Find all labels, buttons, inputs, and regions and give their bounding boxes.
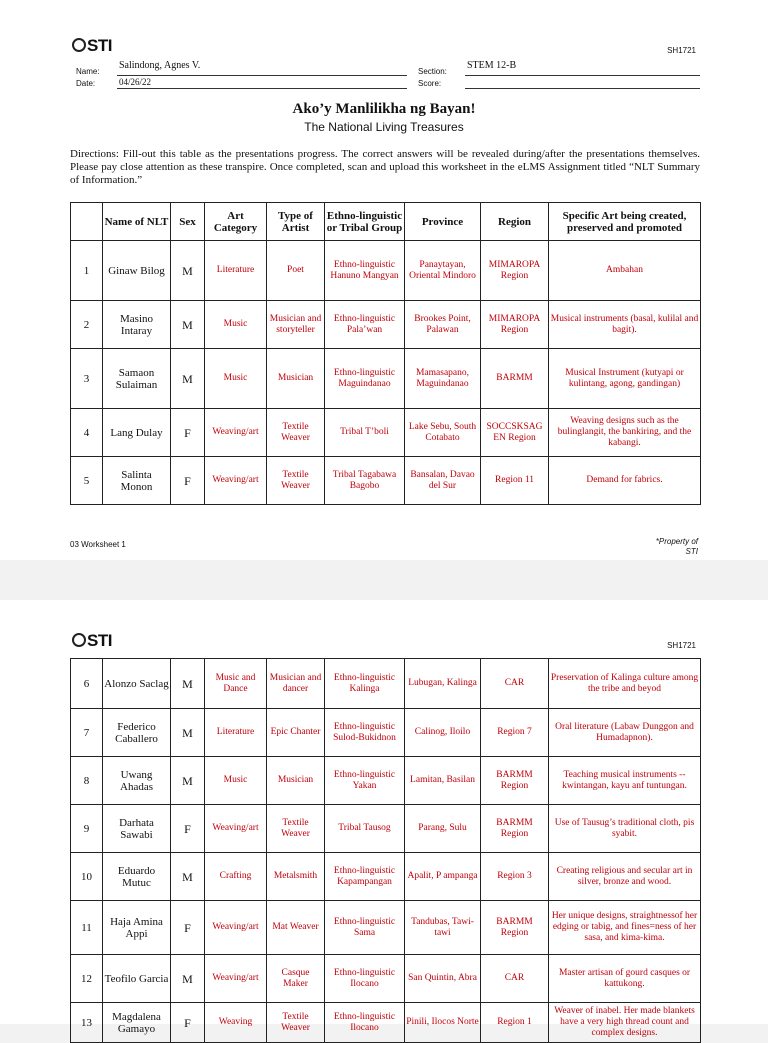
- sex-cell: M: [171, 853, 205, 901]
- date-value: 04/26/22: [119, 77, 152, 87]
- region-cell: CAR: [481, 659, 549, 709]
- province-cell: Lake Sebu, South Cotabato: [405, 409, 481, 457]
- row-number-cell: 4: [71, 409, 103, 457]
- col-header-category: Art Category: [205, 203, 267, 241]
- nlt-name-cell: Magdalena Gamayo: [103, 1003, 171, 1043]
- table-row: [71, 853, 701, 901]
- art-category-cell: Music: [205, 757, 267, 805]
- row-number-cell: 6: [71, 659, 103, 709]
- specific-art-cell: Master artisan of gourd casques or kattukong.: [549, 955, 701, 1003]
- row-number-cell: 2: [71, 301, 103, 349]
- row-number-cell: 13: [71, 1003, 103, 1043]
- sex-cell: F: [171, 457, 205, 505]
- name-value: Salindong, Agnes V.: [119, 60, 201, 71]
- artist-type-cell: Metalsmith: [267, 853, 325, 901]
- nlt-name-cell: Uwang Ahadas: [103, 757, 171, 805]
- artist-type-cell: Textile Weaver: [267, 1003, 325, 1043]
- nlt-name-cell: Samaon Sulaiman: [103, 349, 171, 409]
- directions-text: Directions: Fill-out this table as the presentations progress. The correct answers will be revealed during/after the presentations themselves. Please pay close attention as these transpire. Once completed, scan and upload this worksheet in the eLMS Assignment titled “NLT Summary of Information.”: [70, 148, 700, 186]
- sex-cell: F: [171, 805, 205, 853]
- region-cell: BARMM Region: [481, 757, 549, 805]
- artist-type-cell: Musician: [267, 757, 325, 805]
- sex-cell: M: [171, 659, 205, 709]
- nlt-name-cell: Eduardo Mutuc: [103, 853, 171, 901]
- sex-cell: M: [171, 301, 205, 349]
- art-category-cell: Crafting: [205, 853, 267, 901]
- logo-mark-icon: [72, 38, 86, 52]
- art-category-cell: Weaving: [205, 1003, 267, 1043]
- footer-property-line-1: *Property of: [655, 537, 698, 546]
- artist-type-cell: Textile Weaver: [267, 409, 325, 457]
- nlt-name-cell: Ginaw Bilog: [103, 241, 171, 301]
- footer-worksheet-label: 03 Worksheet 1: [70, 540, 126, 549]
- date-underline: [117, 88, 407, 89]
- specific-art-cell: Her unique designs, straightnessof her edging or tabig, and fines=ness of her sasa, and kima-kima.: [549, 901, 701, 955]
- art-category-cell: Weaving/art: [205, 805, 267, 853]
- specific-art-cell: Preservation of Kalinga culture among the tribe and beyod: [549, 659, 701, 709]
- province-cell: Bansalan, Davao del Sur: [405, 457, 481, 505]
- document-code: SH1721: [667, 641, 696, 650]
- score-underline: [465, 88, 700, 89]
- nlt-name-cell: Darhata Sawabi: [103, 805, 171, 853]
- name-underline: [117, 75, 407, 76]
- ethno-group-cell: Ethno-linguistic Kalinga: [325, 659, 405, 709]
- region-cell: MIMAROPA Region: [481, 301, 549, 349]
- specific-art-cell: Teaching musical instruments -- kwintangan, kayu anf tuntungan.: [549, 757, 701, 805]
- region-cell: SOCCSKSAG EN Region: [481, 409, 549, 457]
- art-category-cell: Literature: [205, 709, 267, 757]
- name-label: Name:: [76, 67, 100, 76]
- table-row: [71, 709, 701, 757]
- document-code: SH1721: [667, 46, 696, 55]
- art-category-cell: Weaving/art: [205, 955, 267, 1003]
- row-number-cell: 9: [71, 805, 103, 853]
- region-cell: Region 3: [481, 853, 549, 901]
- artist-type-cell: Textile Weaver: [267, 457, 325, 505]
- col-header-region: Region: [481, 203, 549, 241]
- sti-logo: STI: [72, 631, 112, 651]
- table-row: [71, 1003, 701, 1043]
- ethno-group-cell: Ethno-linguistic Kapampangan: [325, 853, 405, 901]
- art-category-cell: Music and Dance: [205, 659, 267, 709]
- artist-type-cell: Musician and dancer: [267, 659, 325, 709]
- col-header-specific-art: Specific Art being created, preserved and promoted: [549, 203, 701, 241]
- ethno-group-cell: Tribal Tausog: [325, 805, 405, 853]
- table-row: [71, 457, 701, 505]
- artist-type-cell: Musician: [267, 349, 325, 409]
- sex-cell: F: [171, 901, 205, 955]
- row-number-cell: 5: [71, 457, 103, 505]
- province-cell: Brookes Point, Palawan: [405, 301, 481, 349]
- specific-art-cell: Ambahan: [549, 241, 701, 301]
- row-number-cell: 11: [71, 901, 103, 955]
- date-label: Date:: [76, 79, 96, 88]
- specific-art-cell: Oral literature (Labaw Dunggon and Humadapnon).: [549, 709, 701, 757]
- ethno-group-cell: Tribal T’boli: [325, 409, 405, 457]
- ethno-group-cell: Ethno-linguistic Maguindanao: [325, 349, 405, 409]
- section-label: Section:: [418, 67, 447, 76]
- ethno-group-cell: Ethno-linguistic Hanuno Mangyan: [325, 241, 405, 301]
- artist-type-cell: Poet: [267, 241, 325, 301]
- worksheet-page-2: [0, 600, 768, 1038]
- nlt-name-cell: Haja Amina Appi: [103, 901, 171, 955]
- col-header-group: Ethno-linguistic or Tribal Group: [325, 203, 405, 241]
- ethno-group-cell: Ethno-linguistic Yakan: [325, 757, 405, 805]
- table-row: [71, 659, 701, 709]
- artist-type-cell: Epic Chanter: [267, 709, 325, 757]
- ethno-group-cell: Ethno-linguistic Sulod-Bukidnon: [325, 709, 405, 757]
- sex-cell: M: [171, 241, 205, 301]
- region-cell: Region 11: [481, 457, 549, 505]
- artist-type-cell: Mat Weaver: [267, 901, 325, 955]
- footer-property-note: [656, 537, 698, 557]
- table-row: [71, 757, 701, 805]
- table-row: [71, 805, 701, 853]
- row-number-cell: 7: [71, 709, 103, 757]
- table-row: [71, 955, 701, 1003]
- specific-art-cell: Creating religious and secular art in silver, bronze and wood.: [549, 853, 701, 901]
- nlt-table-page-1: [70, 202, 701, 505]
- artist-type-cell: Casque Maker: [267, 955, 325, 1003]
- table-row: [71, 409, 701, 457]
- row-number-cell: 10: [71, 853, 103, 901]
- score-label: Score:: [418, 79, 442, 88]
- art-category-cell: Music: [205, 349, 267, 409]
- table-row: [71, 901, 701, 955]
- sex-cell: F: [171, 409, 205, 457]
- section-underline: [465, 75, 700, 76]
- nlt-table-page-2: [70, 658, 701, 1043]
- sex-cell: M: [171, 955, 205, 1003]
- col-header-number: [71, 203, 103, 241]
- art-category-cell: Weaving/art: [205, 901, 267, 955]
- row-number-cell: 3: [71, 349, 103, 409]
- sex-cell: M: [171, 709, 205, 757]
- sti-logo: STI: [72, 36, 112, 56]
- table-row: [71, 241, 701, 301]
- region-cell: BARMM Region: [481, 901, 549, 955]
- ethno-group-cell: Ethno-linguistic Ilocano: [325, 955, 405, 1003]
- region-cell: Region 1: [481, 1003, 549, 1043]
- worksheet-subtitle: The National Living Treasures: [304, 120, 464, 134]
- col-header-artist-type: Type of Artist: [267, 203, 325, 241]
- row-number-cell: 1: [71, 241, 103, 301]
- region-cell: BARMM: [481, 349, 549, 409]
- logo-mark-icon: [72, 633, 86, 647]
- row-number-cell: 12: [71, 955, 103, 1003]
- art-category-cell: Weaving/art: [205, 457, 267, 505]
- specific-art-cell: Weaver of inabel. Her made blankets have a very high thread count and complex designs.: [549, 1003, 701, 1043]
- province-cell: Calinog, Iloilo: [405, 709, 481, 757]
- specific-art-cell: Weaving designs such as the bulinglangit, the bankiring, and the kabangi.: [549, 409, 701, 457]
- row-number-cell: 8: [71, 757, 103, 805]
- region-cell: Region 7: [481, 709, 549, 757]
- specific-art-cell: Musical instruments (basal, kulilal and bagit).: [549, 301, 701, 349]
- sex-cell: M: [171, 349, 205, 409]
- nlt-name-cell: Teofilo Garcia: [103, 955, 171, 1003]
- ethno-group-cell: Ethno-linguistic Sama: [325, 901, 405, 955]
- province-cell: Panaytayan, Oriental Mindoro: [405, 241, 481, 301]
- art-category-cell: Literature: [205, 241, 267, 301]
- col-header-province: Province: [405, 203, 481, 241]
- ethno-group-cell: Tribal Tagabawa Bagobo: [325, 457, 405, 505]
- nlt-name-cell: Masino Intaray: [103, 301, 171, 349]
- table-row: [71, 349, 701, 409]
- specific-art-cell: Musical Instrument (kutyapi or kulintang, agong, gandingan): [549, 349, 701, 409]
- nlt-name-cell: Lang Dulay: [103, 409, 171, 457]
- specific-art-cell: Use of Tausug’s traditional cloth, pis syabit.: [549, 805, 701, 853]
- province-cell: Lubugan, Kalinga: [405, 659, 481, 709]
- province-cell: Pinili, Ilocos Norte: [405, 1003, 481, 1043]
- table-row: [71, 301, 701, 349]
- province-cell: Tandubas, Tawi-tawi: [405, 901, 481, 955]
- worksheet-title: Ako’y Manlilikha ng Bayan!: [292, 101, 476, 117]
- region-cell: CAR: [481, 955, 549, 1003]
- nlt-name-cell: Alonzo Saclag: [103, 659, 171, 709]
- province-cell: San Quintin, Abra: [405, 955, 481, 1003]
- art-category-cell: Weaving/art: [205, 409, 267, 457]
- col-header-name: Name of NLT: [103, 203, 171, 241]
- artist-type-cell: Musician and storyteller: [267, 301, 325, 349]
- province-cell: Mamasapano, Maguindanao: [405, 349, 481, 409]
- province-cell: Apalit, P ampanga: [405, 853, 481, 901]
- nlt-name-cell: Federico Caballero: [103, 709, 171, 757]
- footer-property-line-2: STI: [685, 547, 698, 556]
- province-cell: Lamitan, Basilan: [405, 757, 481, 805]
- region-cell: MIMAROPA Region: [481, 241, 549, 301]
- table-header-row: [71, 203, 701, 241]
- artist-type-cell: Textile Weaver: [267, 805, 325, 853]
- ethno-group-cell: Ethno-linguistic Ilocano: [325, 1003, 405, 1043]
- section-value: STEM 12-B: [467, 60, 517, 71]
- art-category-cell: Music: [205, 301, 267, 349]
- ethno-group-cell: Ethno-linguistic Pala’wan: [325, 301, 405, 349]
- col-header-sex: Sex: [171, 203, 205, 241]
- region-cell: BARMM Region: [481, 805, 549, 853]
- province-cell: Parang, Sulu: [405, 805, 481, 853]
- sex-cell: M: [171, 757, 205, 805]
- sex-cell: F: [171, 1003, 205, 1043]
- nlt-name-cell: Salinta Monon: [103, 457, 171, 505]
- specific-art-cell: Demand for fabrics.: [549, 457, 701, 505]
